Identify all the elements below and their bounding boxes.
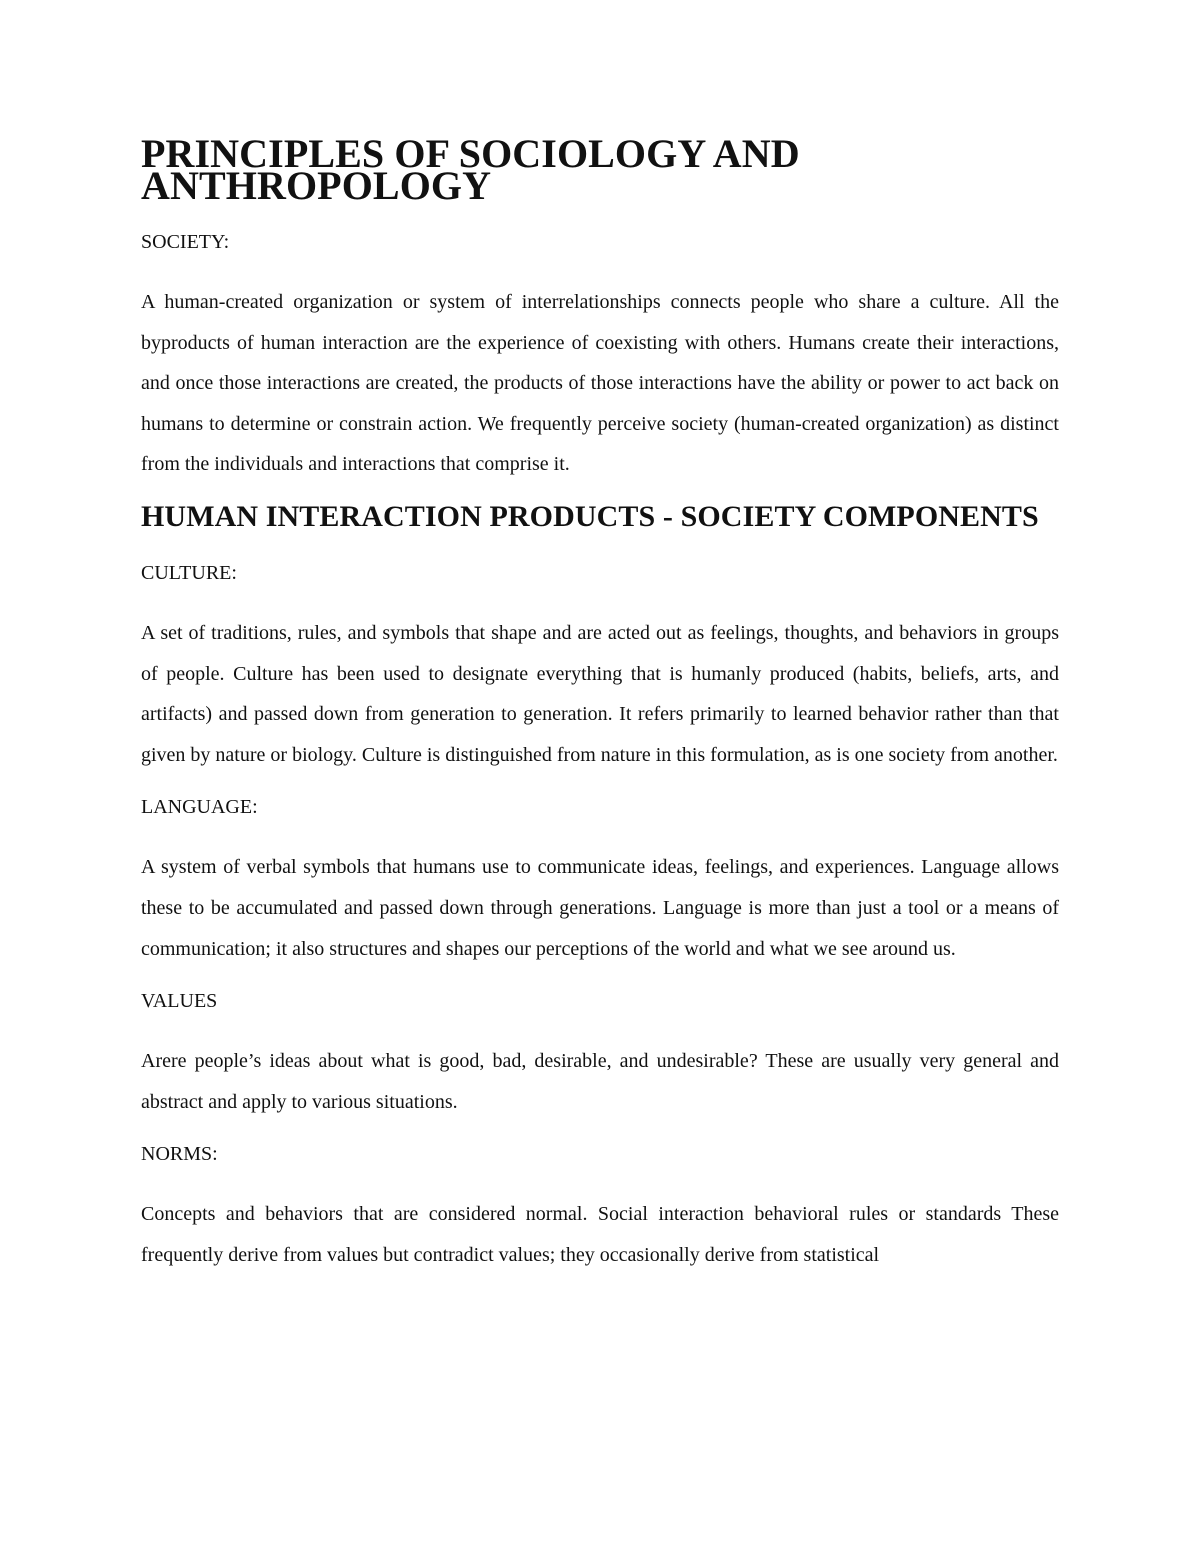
norms-label: NORMS: bbox=[141, 1143, 218, 1166]
values-label: VALUES bbox=[141, 990, 218, 1013]
language-label: LANGUAGE: bbox=[141, 796, 258, 819]
language-paragraph: A system of verbal symbols that humans use to communicate ideas, feelings, and experiences. Language allows these to be accumulated and passed down through generations. Language is more than just a tool or a means of communication; it also structures and shapes our perceptions of the world and what we see around us. bbox=[141, 856, 1059, 960]
document-body bbox=[141, 131, 1059, 1276]
components-heading: HUMAN INTERACTION PRODUCTS - SOCIETY COMPONENTS bbox=[141, 499, 1039, 533]
document-title: PRINCIPLES OF SOCIOLOGY AND ANTHROPOLOGY bbox=[141, 131, 800, 208]
society-paragraph: A human-created organization or system of interrelationships connects people who share a culture. All the byproducts of human interaction are the experience of coexisting with others. Humans create their interactions, and once those interactions are created, the products of those interactions have the ability or power to act back on humans to determine or constrain action. We frequently perceive society (human-created organization) as distinct from the individuals and interactions that comprise it. bbox=[141, 291, 1059, 476]
society-label: SOCIETY: bbox=[141, 231, 230, 253]
culture-label: CULTURE: bbox=[141, 561, 237, 584]
values-paragraph: Arere people’s ideas about what is good, bad, desirable, and undesirable? These are usually very general and abstract and apply to various situations. bbox=[141, 1050, 1059, 1113]
culture-paragraph: A set of traditions, rules, and symbols that shape and are acted out as feelings, thoughts, and behaviors in groups of people. Culture has been used to designate everything that is humanly produced (habits, beliefs, arts, and artifacts) and passed down from generation to generation. It refers primarily to learned behavior rather than that given by nature or biology. Culture is distinguished from nature in this formulation, as is one society from another. bbox=[141, 621, 1059, 766]
norms-paragraph: Concepts and behaviors that are considered normal. Social interaction behavioral rules or standards These frequently derive from values but contradict values; they occasionally derive from statistical bbox=[141, 1203, 1059, 1266]
